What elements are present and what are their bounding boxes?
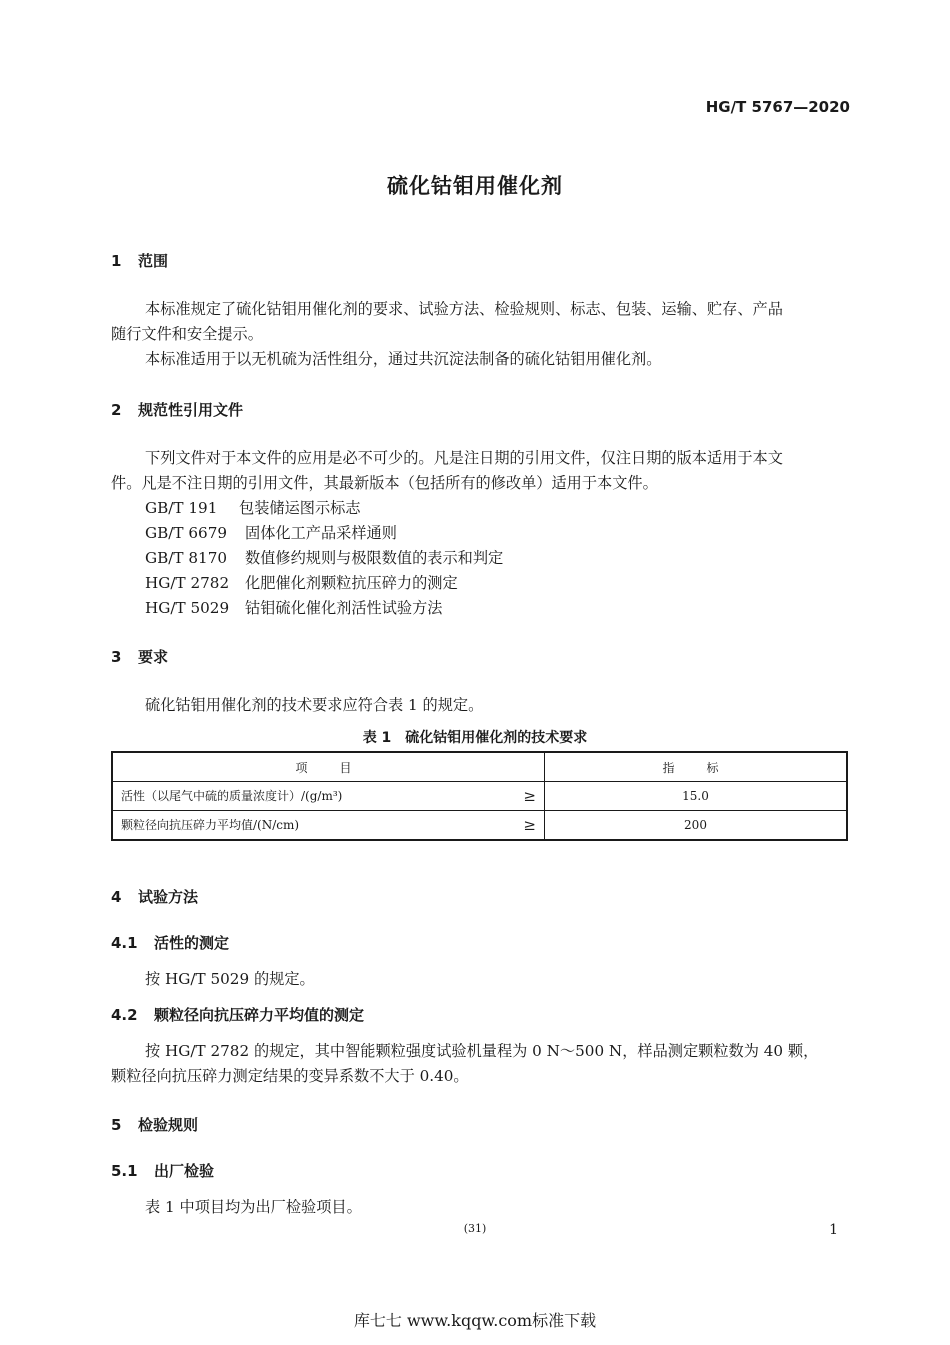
section-number: 2 <box>111 401 122 419</box>
reference-item <box>145 521 397 546</box>
table-cell-value: 200 <box>545 811 848 841</box>
table-row <box>112 811 847 841</box>
table-cell-item <box>112 782 545 811</box>
section-1-heading <box>111 250 168 271</box>
reference-code: HG/T 5029 <box>145 599 230 617</box>
table-cell-item <box>112 811 545 841</box>
section-4-2-heading <box>111 1004 364 1025</box>
section-title: 检验规则 <box>138 1116 199 1134</box>
reference-item <box>145 571 458 596</box>
paragraph: 本标准适用于以无机硫为活性组分，通过共沉淀法制备的硫化钴钼用催化剂。 <box>145 350 662 368</box>
paragraph: 表 1 中项目均为出厂检验项目。 <box>145 1198 362 1216</box>
reference-code: HG/T 2782 <box>145 574 230 592</box>
footer-watermark: 库七七 www.kqqw.com标准下载 <box>353 1311 597 1330</box>
standard-number: HG/T 5767—2020 <box>705 98 850 116</box>
section-number: 1 <box>111 252 122 270</box>
paragraph: 按 HG/T 5029 的规定。 <box>145 970 315 988</box>
table-header-value: 指 标 <box>545 752 848 782</box>
paragraph: 颗粒径向抗压碎力测定结果的变异系数不大于 0.40。 <box>111 1067 469 1085</box>
paragraph: 随行文件和安全提示。 <box>111 325 263 343</box>
section-title: 活性的测定 <box>154 934 230 952</box>
section-number: 4.2 <box>111 1006 138 1024</box>
table-header-item: 项 目 <box>112 752 545 782</box>
reference-item <box>145 546 503 571</box>
table-header-row <box>112 752 847 782</box>
reference-name: 固体化工产品采样通则 <box>245 524 397 542</box>
operator-symbol: ≥ <box>523 816 536 834</box>
section-title: 范围 <box>138 252 169 270</box>
requirements-table <box>111 751 848 841</box>
section-3-heading <box>111 646 168 667</box>
page-number: 1 <box>829 1222 838 1238</box>
reference-name: 数值修约规则与极限数值的表示和判定 <box>245 549 504 567</box>
reference-item <box>145 596 442 621</box>
reference-code: GB/T 8170 <box>145 549 228 567</box>
section-title: 规范性引用文件 <box>138 401 244 419</box>
reference-name: 化肥催化剂颗粒抗压碎力的测定 <box>245 574 458 592</box>
table-row <box>112 782 847 811</box>
paragraph: 硫化钴钼用催化剂的技术要求应符合表 1 的规定。 <box>145 696 484 714</box>
reference-code: GB/T 191 <box>145 499 218 517</box>
paragraph: 本标准规定了硫化钴钼用催化剂的要求、试验方法、检验规则、标志、包装、运输、贮存、产品 <box>145 300 783 318</box>
section-title: 出厂检验 <box>154 1162 215 1180</box>
section-title: 试验方法 <box>138 888 199 906</box>
section-number: 3 <box>111 648 122 666</box>
paragraph: 按 HG/T 2782 的规定，其中智能颗粒强度试验机量程为 0 N～500 N，样品测定颗粒数为 40 颗， <box>145 1042 819 1060</box>
section-5-1-heading <box>111 1160 214 1181</box>
page-code: (31) <box>463 1222 487 1235</box>
item-label: 活性（以尾气中硫的质量浓度计）/(g/m³) <box>121 789 343 803</box>
section-title: 要求 <box>138 648 169 666</box>
reference-name: 钴钼硫化催化剂活性试验方法 <box>245 599 443 617</box>
section-number: 4.1 <box>111 934 138 952</box>
reference-code: GB/T 6679 <box>145 524 228 542</box>
reference-item <box>145 496 361 521</box>
paragraph: 件。凡是不注日期的引用文件，其最新版本（包括所有的修改单）适用于本文件。 <box>111 474 658 492</box>
reference-name: 包装储运图示标志 <box>239 499 361 517</box>
section-5-heading <box>111 1114 198 1135</box>
section-title: 颗粒径向抗压碎力平均值的测定 <box>154 1006 365 1024</box>
paragraph: 下列文件对于本文件的应用是必不可少的。凡是注日期的引用文件，仅注日期的版本适用于本文 <box>145 449 783 467</box>
section-number: 5 <box>111 1116 122 1134</box>
section-4-heading <box>111 886 198 907</box>
item-label: 颗粒径向抗压碎力平均值/(N/cm) <box>121 818 300 832</box>
document-title: 硫化钴钼用催化剂 <box>387 174 563 198</box>
section-number: 4 <box>111 888 122 906</box>
section-number: 5.1 <box>111 1162 138 1180</box>
table-cell-value: 15.0 <box>545 782 848 811</box>
table-caption: 表 1 硫化钴钼用催化剂的技术要求 <box>362 730 588 746</box>
section-4-1-heading <box>111 932 229 953</box>
operator-symbol: ≥ <box>523 787 536 805</box>
section-2-heading <box>111 399 243 420</box>
